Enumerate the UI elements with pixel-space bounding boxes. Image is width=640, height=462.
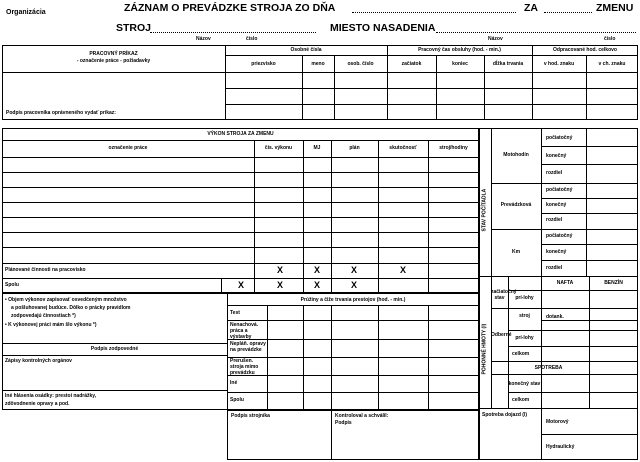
org-label: Organizácia: [6, 9, 46, 16]
spolu-label: Spolu: [5, 282, 19, 288]
meno-col: meno: [311, 61, 325, 67]
row-label-2b: rozdiel: [546, 217, 563, 223]
vykon-col-2: plán: [349, 145, 360, 151]
prestoj-row-1: Nenachová. práca a výstavby: [230, 322, 259, 340]
prestoj-row-5: Spolu: [230, 397, 244, 403]
prestoj-row-2: Nepláň. opravy na prevádzke: [230, 341, 266, 353]
stroj-field[interactable]: [150, 32, 316, 33]
pracovny-cas-header: Pracovný čas obsluhy (hod. - min.): [418, 47, 501, 53]
row-label-2a: rozdiel: [546, 170, 563, 176]
shift-field[interactable]: [544, 12, 592, 13]
kontroloval-label: Kontroloval a schválil:: [335, 413, 389, 419]
group-km: Km: [511, 249, 521, 255]
hydraulicky-label: Hydraulický: [546, 444, 575, 450]
vykon-col-4: stroj/hodiny: [439, 145, 468, 151]
stroj-label: STROJ: [116, 22, 152, 34]
oznacenie-col: označenie práce: [108, 145, 148, 151]
spotreba-dojazd: Spotreba dojazd (l): [482, 412, 527, 418]
benzin-header: BENZÍN: [604, 280, 623, 286]
form-title: ZÁZNAM O PREVÁDZKE STROJA ZO DŇA: [124, 2, 336, 14]
pracovny-prikaz-sub: - označenie práce - požiadavky: [76, 58, 151, 64]
nazov2-caption: Názov: [488, 36, 503, 42]
spolu-x-3: X: [350, 280, 357, 290]
celkom2-label: celkom: [512, 397, 530, 403]
nazov-caption: Názov: [196, 36, 211, 42]
zasoba-label: začiatočný stav: [491, 289, 517, 301]
celkom-label: celkom: [512, 351, 530, 357]
prestoje-title: Prúžiny a čiže trvania prestojov (hod. - min.): [300, 297, 406, 303]
ine-hlasenia2: zdôvodnenie opravy a pod.: [5, 401, 70, 407]
ine-hlasenia: Iné hlásenia osádky: prestoi nadrážky,: [5, 393, 97, 399]
cislo2-caption: číslo: [604, 36, 616, 42]
podpis-label: Podpis: [335, 420, 352, 426]
plan-x-2: X: [350, 265, 357, 275]
prij2-label: prí-lohy: [515, 335, 534, 341]
group-prevadzkova: Prevádzková: [500, 202, 532, 208]
dlzka-col: dĺžka trvania: [492, 61, 524, 67]
podpis-zodpovedne: Podpis zodpovedné: [90, 346, 139, 352]
date-field[interactable]: [352, 12, 516, 13]
row-label-1b: konečný: [546, 202, 567, 208]
note-line2: a pošluhovanej budúce. Dôlko o prácky pravidlom: [11, 305, 131, 311]
stav-pocitadla-label: STAV POČÍTADLA: [481, 188, 488, 232]
plan-x-1: X: [313, 265, 320, 275]
group-motohodin: Motohodín: [503, 152, 529, 158]
prestoj-row-0: Test: [230, 310, 240, 316]
note-line4: • K výkonovej práci mám šlo výkonu *): [5, 322, 97, 328]
vykon-col-1: MJ: [313, 145, 321, 151]
row-label-0c: počiatočný: [546, 233, 573, 239]
spolu-x-0: X: [237, 280, 244, 290]
stroj-label-fuel: stroj: [519, 313, 530, 319]
note-line3: zodpovedajú činnostiach *): [11, 313, 76, 319]
spolu-x-1: X: [276, 280, 283, 290]
prestoj-row-3: Prerušen. stroja mimo prevádzku: [230, 358, 259, 376]
row-label-2c: rozdiel: [546, 265, 563, 271]
vykon-title: VÝKON STROJA ZA ZMENU: [207, 131, 274, 137]
odpracovane-header: Odpracované hod. celkovo: [553, 47, 617, 53]
spotreba-label: SPOTREBA: [534, 365, 563, 371]
note-line1: • Objem výkonov zapisovať osvedčeným množstvo: [5, 297, 127, 303]
zaciatok-col: začiatok: [401, 61, 422, 67]
row-label-0b: počiatočný: [546, 187, 573, 193]
spolu-x-2: X: [313, 280, 320, 290]
miesto-label: MIESTO NASADENIA: [330, 22, 436, 34]
zapisy-label: Zápisy kontrolných orgánov: [5, 358, 72, 364]
vykon-col-3: skutočnosť: [389, 145, 417, 151]
konecny-label: konečný stav: [508, 381, 541, 387]
koniec-col: koniec: [452, 61, 468, 67]
osob-cislo-col: osob. číslo: [347, 61, 374, 67]
motorovy-label: Motorový: [546, 419, 569, 425]
podpis-strojnika: Podpis strojníka: [231, 413, 270, 419]
zmenu-label: ZMENU: [596, 2, 634, 14]
plan-x-0: X: [276, 265, 283, 275]
nafta-header: NAFTA: [556, 280, 574, 286]
za-label: ZA: [524, 2, 538, 14]
v-hod-col: v hod. znaku: [543, 61, 575, 67]
cislo-caption: číslo: [246, 36, 258, 42]
row-label-1a: konečný: [546, 153, 567, 159]
osobne-cisla-header: Osobné čísla: [290, 47, 322, 53]
plan-x-3: X: [399, 265, 406, 275]
row-label-0a: počiatočný: [546, 135, 573, 141]
odber-label: Odberné: [491, 332, 512, 338]
pracovny-prikaz-title: PRACOVNÝ PRÍKAZ: [89, 51, 138, 57]
miesto-field[interactable]: [436, 32, 636, 33]
prijem-label: prí-lohy: [515, 295, 534, 301]
priezvisko-col: priezvisko: [251, 61, 276, 67]
pohonne-hmoty-label: POHONNÉ HMOTY (l): [481, 323, 488, 375]
prestoj-row-4: Iné: [230, 380, 238, 386]
vykon-col-0: čís. výkonu: [264, 145, 293, 151]
planovane-label: Plánované činnosti na pracovisko: [5, 267, 86, 273]
row-label-1c: konečný: [546, 249, 567, 255]
podpis-opravneneho: Podpis pracovníka oprávneného vydať príkaz:: [6, 110, 116, 116]
dotank-label: dotank.: [546, 314, 564, 320]
v-ch-col: v ch. znaku: [598, 61, 626, 67]
